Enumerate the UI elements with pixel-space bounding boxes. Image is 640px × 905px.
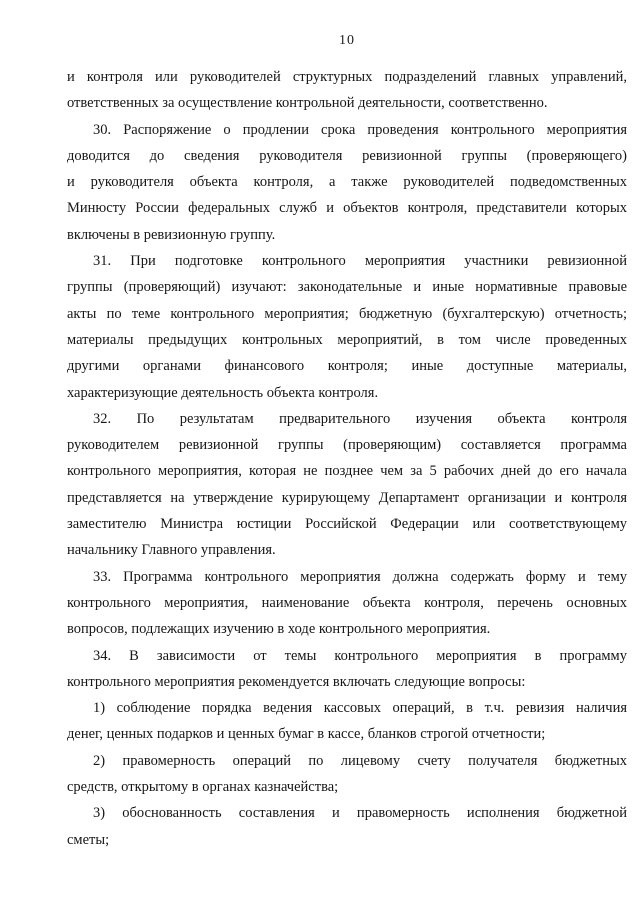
text-line: включены в ревизионную группу. <box>67 226 276 243</box>
text-line: сметы; <box>67 831 110 848</box>
text-line: 32. По результатам предварительного изучения объекта контроля <box>93 410 627 427</box>
paragraph <box>67 117 627 248</box>
text-line: доводится до сведения руководителя ревизионной группы (проверяющего) <box>67 147 627 164</box>
text-line: характеризующие деятельность объекта контроля. <box>67 384 379 401</box>
page-number: 10 <box>339 33 355 48</box>
text-line: контрольного мероприятия рекомендуется включать следующие вопросы: <box>67 673 526 690</box>
text-line: контрольного мероприятия, которая не позднее чем за 5 рабочих дней до его начала <box>67 463 627 480</box>
text-line: 31. При подготовке контрольного мероприятия участники ревизионной <box>93 253 627 270</box>
document-body <box>67 64 627 853</box>
paragraph <box>67 800 627 853</box>
text-line: Минюсту России федеральных служб и объектов контроля, представители которых <box>67 200 627 217</box>
text-line: материалы предыдущих контрольных мероприятий, в том числе проведенных <box>67 331 627 348</box>
text-line: ответственных за осуществление контрольной деятельности, соответственно. <box>67 95 548 112</box>
text-line: 3) обоснованность составления и правомерность исполнения бюджетной <box>93 805 627 822</box>
text-line: начальнику Главного управления. <box>67 542 276 559</box>
text-line: и руководителя объекта контроля, а также руководителей подведомственных <box>67 174 627 191</box>
text-line: вопросов, подлежащих изучению в ходе контрольного мероприятия. <box>67 621 491 638</box>
paragraph <box>67 695 627 748</box>
text-line: 34. В зависимости от темы контрольного мероприятия в программу <box>93 647 627 664</box>
text-line: 30. Распоряжение о продлении срока проведения контрольного мероприятия <box>93 121 627 138</box>
text-line: 33. Программа контрольного мероприятия должна содержать форму и тему <box>93 568 627 585</box>
text-line: группы (проверяющий) изучают: законодательные и иные нормативные правовые <box>67 279 627 296</box>
text-line: 2) правомерность операций по лицевому счету получателя бюджетных <box>93 752 627 769</box>
text-line: средств, открытому в органах казначейства; <box>67 779 339 796</box>
paragraph <box>67 64 627 117</box>
text-line: другими органами финансового контроля; иные доступные материалы, <box>67 358 627 375</box>
text-line: акты по теме контрольного мероприятия; бюджетную (бухгалтерскую) отчетность; <box>67 305 627 322</box>
text-line: денег, ценных подарков и ценных бумаг в кассе, бланков строгой отчетности; <box>67 726 546 743</box>
text-line: 1) соблюдение порядка ведения кассовых операций, в т.ч. ревизия наличия <box>93 700 627 717</box>
paragraph <box>67 564 627 643</box>
paragraph <box>67 643 627 696</box>
paragraph <box>67 748 627 801</box>
text-line: заместителю Министра юстиции Российской Федерации или соответствующему <box>67 516 627 533</box>
text-line: руководителем ревизионной группы (проверяющим) составляется программа <box>67 437 627 454</box>
paragraph <box>67 248 627 406</box>
text-line: и контроля или руководителей структурных подразделений главных управлений, <box>67 69 627 85</box>
text-line: представляется на утверждение курирующему Департамент организации и контроля <box>67 489 627 506</box>
text-line: контрольного мероприятия, наименование объекта контроля, перечень основных <box>67 594 627 611</box>
paragraph <box>67 406 627 564</box>
